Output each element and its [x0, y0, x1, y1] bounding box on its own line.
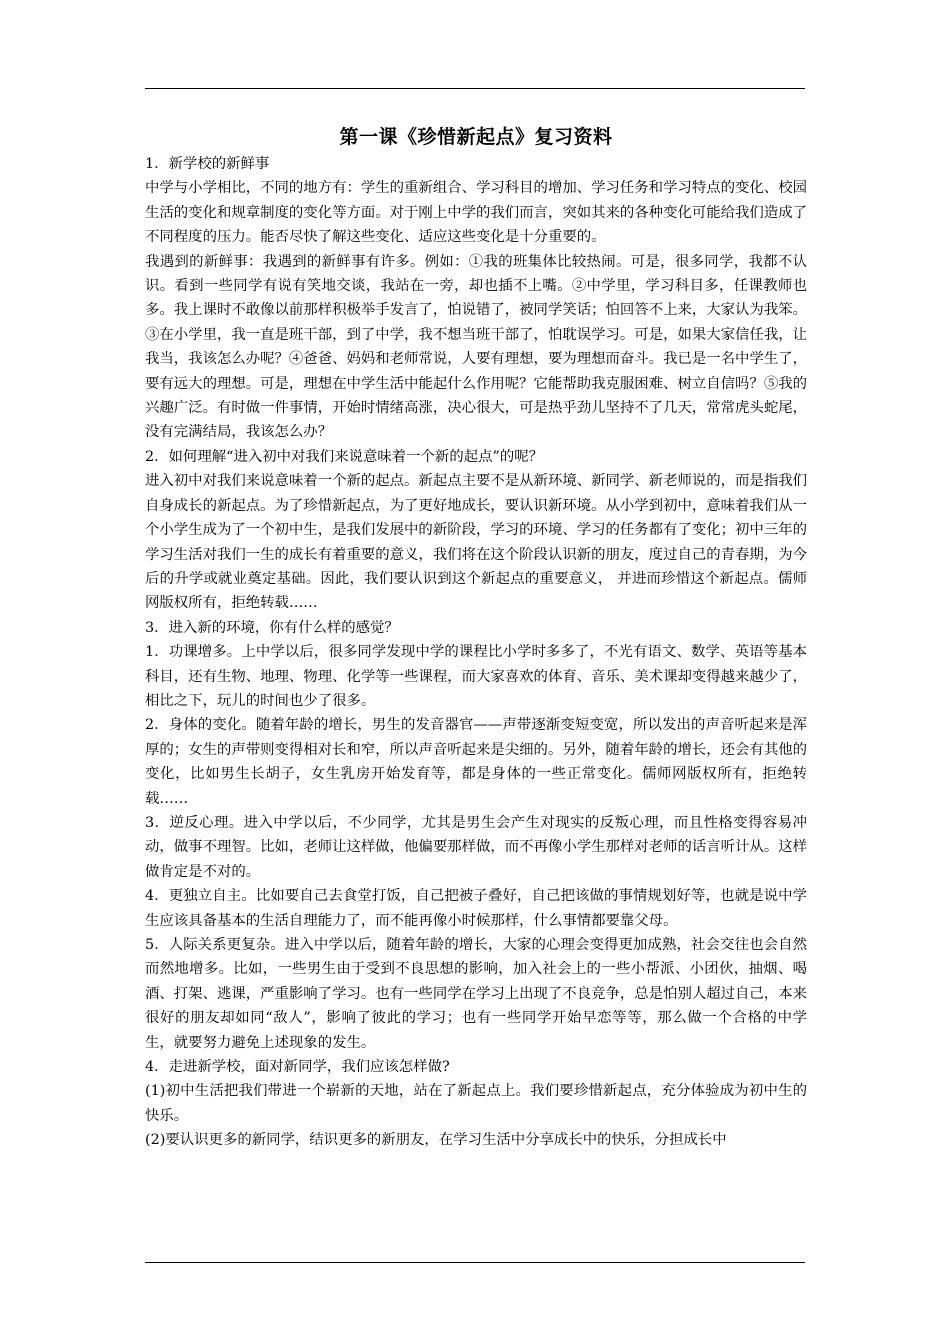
list-item: (2)要认识更多的新同学，结识更多的新朋友，在学习生活中分享成长中的快乐，分担成长中 [145, 1132, 727, 1149]
list-item: 2．身体的变化。随着年龄的增长，男生的发音器官——声带逐渐变短变宽，所以发出的声音听起来是浑厚的；女生的声带则变得相对长和窄，所以声音听起来是尖细的。另外，随着年龄的增长，还会有其他的变化，比如男生长胡子，女生乳房开始发育等，都是身体的一些正常变化。儒师网版权所有，拒绝转载…… [145, 717, 807, 807]
paragraph: 中学与小学相比，不同的地方有：学生的重新组合、学习科目的增加、学习任务和学习特点的变化、校园生活的变化和规章制度的变化等方面。对于刚上中学的我们而言，突如其来的各种变化可能给我们造成了不同程度的压力。能否尽快了解这些变化、适应这些变化是十分重要的。 [145, 180, 807, 246]
list-item: (1)初中生活把我们带进一个崭新的天地，站在了新起点上。我们要珍惜新起点，充分体验成为初中生的快乐。 [145, 1083, 807, 1124]
document-title: 第一课《珍惜新起点》复习资料 [339, 126, 613, 148]
list-item: 4．更独立自主。比如要自己去食堂打饭，自己把被子叠好，自己把该做的事情规划好等，也就是说中学生应该具备基本的生活自理能力了，而不能再像小时候那样，什么事情都要靠父母。 [145, 888, 807, 929]
section-heading-2: 2．如何理解“进入初中对我们来说意味着一个新的起点”的呢？ [145, 448, 544, 465]
document-body [145, 124, 807, 1153]
list-item: 5．人际关系更复杂。进入中学以后，随着年龄的增长，大家的心理会变得更加成熟，社会交往也会自然而然地增多。比如，一些男生由于受到不良思想的影响，加入社会上的一些小帮派、小团伙，抽烟、喝酒、打架、逃课，严重影响了学习。也有一些同学在学习上出现了不良竞争，总是怕别人超过自己，本来很好的朋友却如同“敌人”，影响了彼此的学习；也有一些同学开始早恋等等，那么做一个合格的中学生，就要努力避免上述现象的发生。 [145, 937, 807, 1051]
section-heading-1: 1．新学校的新鲜事 [145, 156, 270, 172]
list-item: 1．功课增多。上中学以后，很多同学发现中学的课程比小学时多多了，不光有语文、数学、英语等基本科目，还有生物、地理、物理、化学等一些课程，而大家喜欢的体育、音乐、美术课却变得越来越少了， 相比之下，玩儿的时间也少了很多。 [145, 644, 807, 709]
paragraph: 进入初中对我们来说意味着一个新的起点。新起点主要不是从新环境、新同学、新老师说的，而是指我们自身成长的新起点。为了珍惜新起点，为了更好地成长，要认识新环境。从小学到初中，意味着我们从一个小学生成为了一个初中生，是我们发展中的新阶段，学习的环境、学习的任务都有了变化；初中三年的学习生活对我们一生的成长有着重要的意义，我们将在这个阶段认识新的朋友，度过自己的青春期，为今后的升学或就业奠定基础。因此，我们要认识到这个新起点的重要意义， 并进而珍惜这个新起点。儒师网版权所有，拒绝转载…… [145, 473, 807, 612]
header-rule [145, 88, 805, 89]
paragraph: 我遇到的新鲜事：我遇到的新鲜事有许多。例如：①我的班集体比较热闹。可是，很多同学，我都不认识。看到一些同学有说有笑地交谈，我站在一旁，却也插不上嘴。②中学里，学习科目多，任课教师也多。我上课时不敢像以前那样积极举手发言了，怕说错了，被同学笑话；怕回答不上来，大家认为我笨。③在小学里，我一直是班干部，到了中学，我不想当班干部了，怕耽误学习。可是，如果大家信任我，让我当，我该怎么办呢？④爸爸、妈妈和老师常说，人要有理想，要为理想而奋斗。我已是一名中学生了，要有远大的理想。可是，理想在中学生活中能起什么作用呢？它能帮助我克服困难、树立自信吗？⑤我的兴趣广泛。有时做一件事情，开始时情绪高涨，决心很大，可是热乎劲儿坚持不了几天，常常虎头蛇尾，没有完满结局，我该怎么办？ [145, 253, 807, 441]
footer-rule [145, 1262, 805, 1263]
section-heading-4: 4．走进新学校，面对新同学，我们应该怎样做? [145, 1059, 450, 1076]
section-heading-3: 3．进入新的环境，你有什么样的感觉？ [145, 619, 399, 636]
list-item: 3．逆反心理。进入中学以后，不少同学，尤其是男生会产生对现实的反叛心理，而且性格变得容易冲动，做事不理智。比如，老师让这样做，他偏要那样做，而不再像小学生那样对老师的话言听计从。这样做肯定是不对的。 [145, 814, 807, 880]
